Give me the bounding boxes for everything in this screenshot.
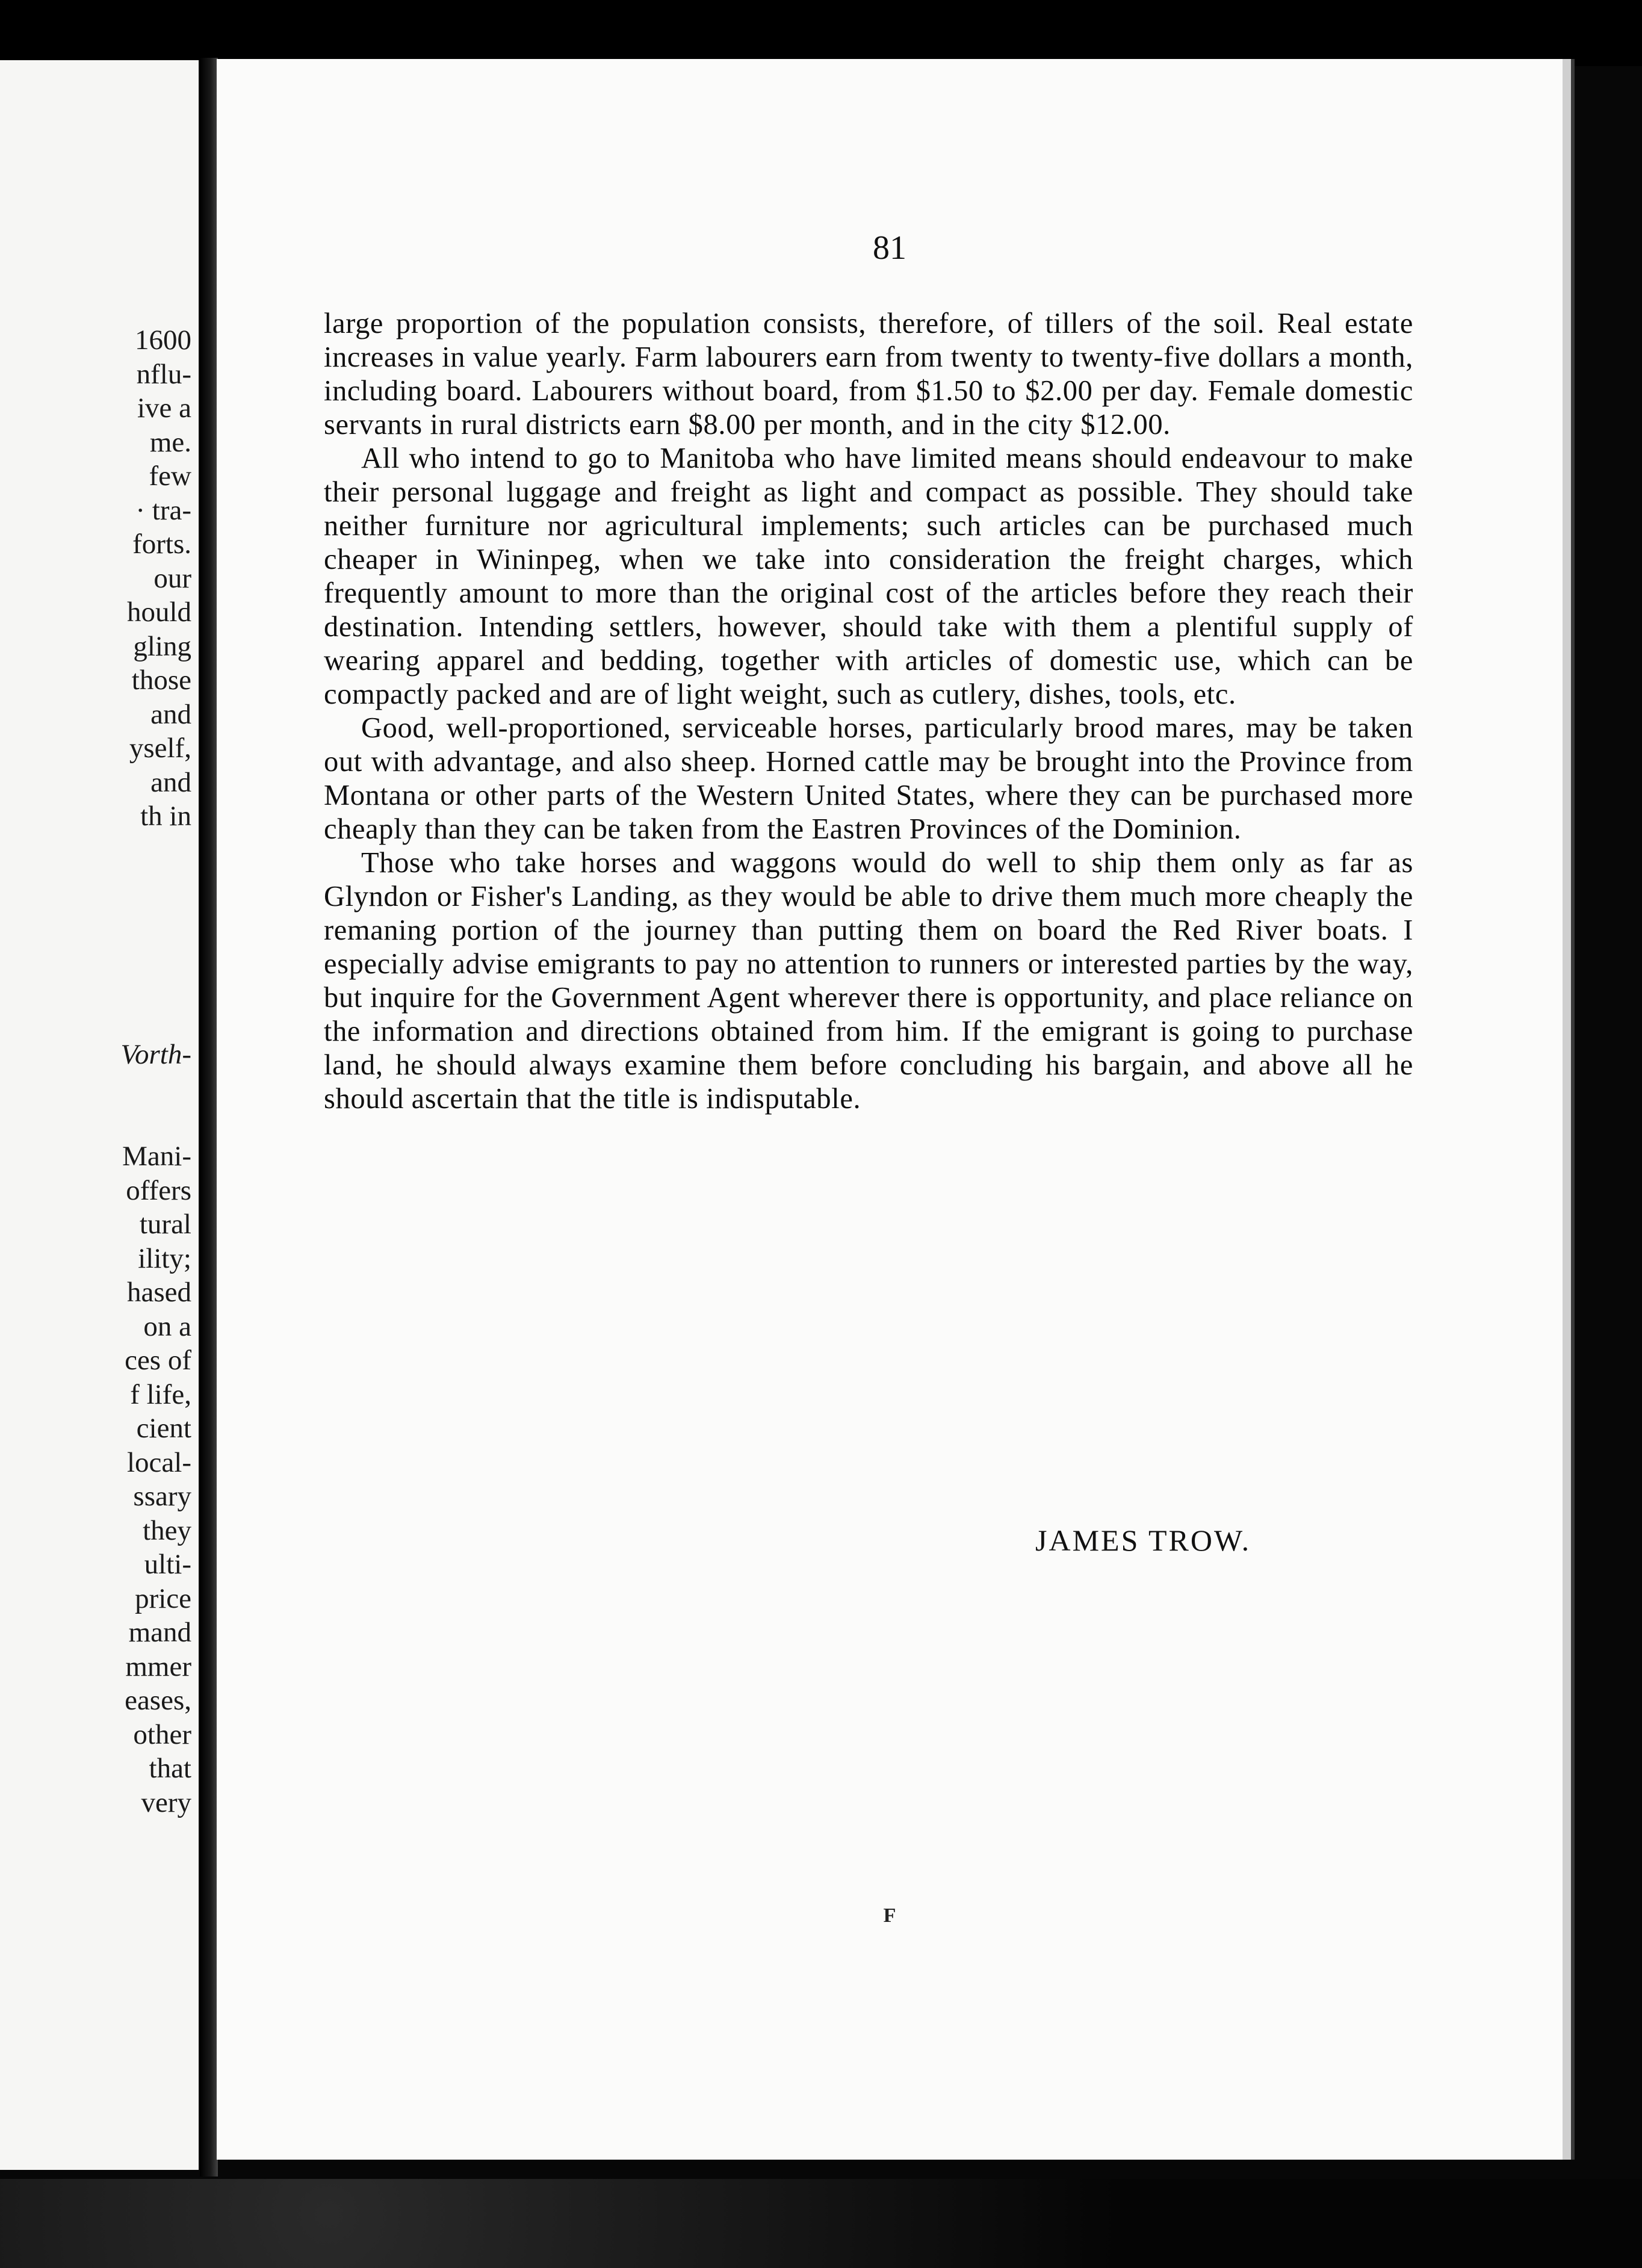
left-facing-page (0, 60, 201, 2170)
book-gutter (200, 58, 218, 2177)
main-page (217, 59, 1571, 2160)
left-page-line: th in (140, 801, 191, 832)
left-page-line: our (153, 562, 191, 594)
left-page-line: ility; (138, 1242, 191, 1274)
left-page-line: very (141, 1786, 191, 1818)
left-page-line: Mani- (122, 1141, 191, 1172)
left-page-line: yself, (129, 733, 191, 764)
author-signature: JAMES TROW. (1035, 1523, 1251, 1557)
left-page-line: ces of (125, 1345, 191, 1376)
left-page-line: 1600 (135, 324, 191, 356)
left-page-line: mmer (125, 1650, 191, 1682)
page-number: 81 (873, 229, 906, 267)
left-page-line: price (135, 1582, 191, 1614)
left-page-line: f life, (130, 1378, 191, 1410)
left-page-line: eases, (125, 1685, 191, 1716)
left-page-line: mand (128, 1617, 191, 1648)
printer-signature-mark: F (883, 1904, 896, 1927)
scan-background-top (0, 0, 1642, 66)
paragraph: Those who take horses and waggons would do well to ship them only as far as Glyndon or Fisher's Landing, as they would be able to drive them much more cheaply the remaning portion of the journey than putting them on board the Red River boats. I especially advise emigrants to pay no attention to runners or interested parties by the way, but inquire for the Government Agent wherever there is opportunity, and place reliance on the information and directions obtained from him. If the emigrant is going to purchase land, he should always examine them before concluding his bargain, and above all he should ascertain that the title is indisputable. (324, 847, 1413, 1115)
body-text (324, 307, 1413, 1116)
left-page-line: nflu- (136, 358, 191, 390)
left-page-line: and (150, 766, 191, 798)
left-page-line: hased (126, 1277, 191, 1308)
left-page-line: those (131, 665, 191, 696)
scan-background-bottom (0, 2179, 1642, 2268)
left-page-line: other (133, 1718, 191, 1750)
left-page-line: Vorth- (120, 1038, 191, 1070)
left-page-line: gling (133, 630, 191, 662)
left-page-line: that (149, 1753, 191, 1784)
left-page-line: local- (127, 1446, 191, 1478)
paragraph: Good, well-proportioned, serviceable horses, particularly brood mares, may be taken out with advantage, and also sheep. Horned cattle may be brought into the Province from Montana or other parts of the Western United States, where they can be purchased more cheaply than they can be taken from the Eastren Provinces of the Dominion. (324, 712, 1413, 845)
left-page-line: cient (136, 1413, 191, 1444)
paragraph: large proportion of the population consists, therefore, of tillers of the soil. Real estate increases in value yearly. Farm labourers earn from twenty to twenty-five dollars a month, including board. Labourers without board, from $1.50 to $2.00 per day. Female domestic servants in rural districts earn $8.00 per month, and in the city $12.00. (324, 308, 1413, 441)
left-page-line: ulti- (144, 1549, 191, 1580)
paragraph: All who intend to go to Manitoba who have limited means should endeavour to make their personal luggage and freight as light and compact as possible. They should take neither furniture nor agricultural implements; such articles can be purchased much cheaper in Wininpeg, when we take into consideration the freight charges, which frequently amount to more than the original cost of the articles before they reach their destination. Intending settlers, however, should take with them a plentiful supply of wearing apparel and bedding, together with articles of domestic use, which can be compactly packed and are of light weight, such as cutlery, dishes, tools, etc. (324, 442, 1413, 710)
left-page-line: ssary (133, 1481, 191, 1512)
left-page-line: · tra- (135, 494, 191, 526)
left-page-line: me. (149, 426, 191, 458)
left-page-line: ive a (137, 392, 191, 424)
left-page-line: on a (143, 1310, 191, 1342)
left-page-line: few (149, 460, 191, 492)
left-page-line: forts. (132, 528, 191, 560)
left-page-line: hould (126, 596, 191, 628)
left-page-line: offers (126, 1174, 191, 1206)
left-page-line: tural (139, 1209, 191, 1240)
left-page-line: they (143, 1514, 191, 1546)
left-page-line: and (150, 698, 191, 730)
